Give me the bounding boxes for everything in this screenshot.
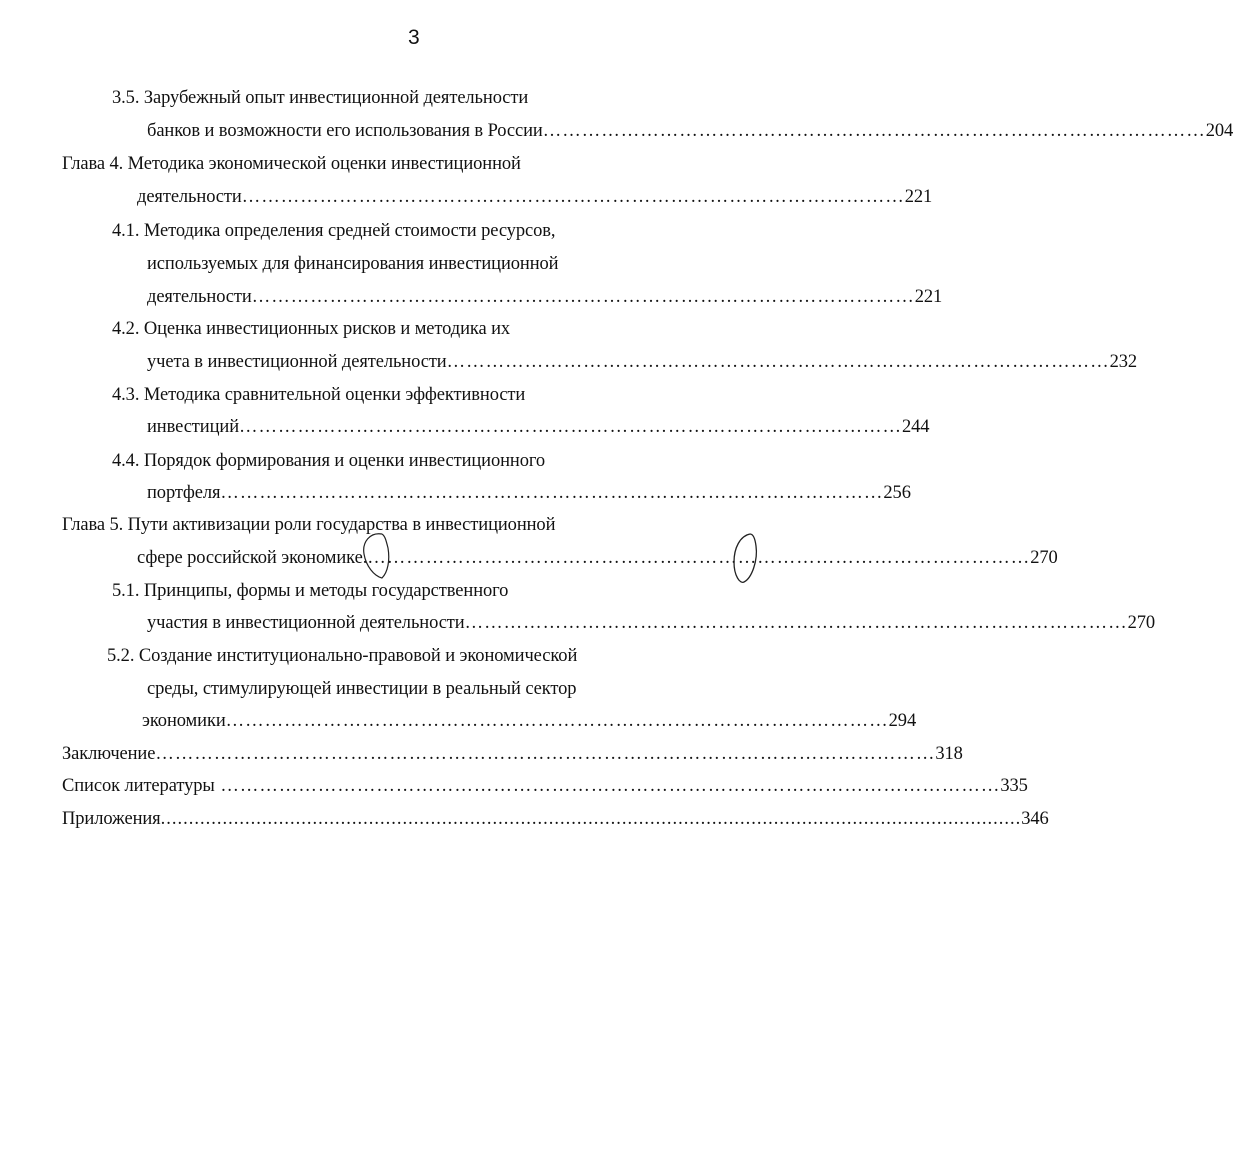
leader-dots: ………………………………………………………………………………………… (542, 121, 1206, 141)
toc-chapter-5-line-1: Глава 5. Пути активизации роли государства в инвестиционной (62, 515, 556, 535)
toc-entry-4-2[interactable] (147, 351, 1138, 373)
toc-entry-text: Список литературы (62, 776, 215, 796)
toc-page-number: 221 (914, 287, 943, 307)
toc-page-number: 232 (1109, 352, 1138, 372)
toc-page-number: 221 (904, 187, 933, 207)
toc-appendices[interactable] (62, 808, 1049, 830)
leader-dots: ………………………………………………………………………………………… (220, 483, 884, 503)
toc-entry-text: учета в инвестиционной деятельности (147, 352, 447, 372)
toc-entry-5-2-line-2: среды, стимулирующей инвестиции в реальный сектор (147, 679, 577, 699)
toc-page-number: 256 (883, 483, 911, 503)
leader-dots: ………………………………………………………………………………………… (225, 711, 889, 731)
toc-entry-5-1-line-1: 5.1. Принципы, формы и методы государственного (112, 581, 509, 601)
toc-entry-5-2-line-1: 5.2. Создание институционально-правовой и экономической (107, 646, 578, 666)
toc-entry-text: банков и возможности его использования в России (147, 121, 543, 141)
toc-entry-text: сфере российской экономике. (137, 548, 368, 568)
leader-dots: ………………………………………………………………………………………… (239, 417, 902, 437)
toc-entry-text: деятельности (137, 187, 242, 207)
toc-entry-4-1-line-1: 4.1. Методика определения средней стоимости ресурсов, (112, 221, 556, 241)
toc-entry-4-4-line-1: 4.4. Порядок формирования и оценки инвестиционного (112, 451, 546, 471)
toc-page-number: 294 (888, 711, 917, 731)
toc-page-number: 335 (1000, 776, 1028, 796)
toc-page-number: 270 (1127, 613, 1156, 633)
leader-dots: ………………………………………………………………………………………… (446, 352, 1110, 372)
toc-entry-5-2[interactable] (142, 710, 917, 732)
toc-entry-text: деятельности (147, 287, 252, 307)
toc-entry-4-1-line-2: используемых для финансирования инвестиционной (147, 254, 559, 274)
toc-chapter-5[interactable] (137, 547, 1058, 569)
toc-entry-text: участия в инвестиционной деятельности (147, 613, 465, 633)
leader-dots: ………………………………………………………………………………………… (241, 187, 905, 207)
toc-bibliography[interactable] (62, 775, 1028, 797)
leader-dots: ………………………………………………………………………………………… (251, 287, 915, 307)
toc-entry-text: Приложения (62, 809, 161, 829)
leader-dots: ......................................................................................................................................................... (160, 809, 1022, 829)
leader-dots: ………………………………………………………………………………………………………… (155, 744, 936, 764)
toc-entry-4-4[interactable] (147, 482, 911, 504)
toc-page-number: 244 (902, 417, 930, 437)
toc-page-number: 204 (1205, 121, 1233, 141)
toc-entry-4-2-line-1: 4.2. Оценка инвестиционных рисков и методика их (112, 319, 511, 339)
toc-entry-3-5-line-1: 3.5. Зарубежный опыт инвестиционной деятельности (112, 88, 529, 108)
toc-chapter-4-line-1: Глава 4. Методика экономической оценки инвестиционной (62, 154, 521, 174)
toc-page-number: 318 (935, 744, 963, 764)
page-number: 3 (408, 26, 420, 49)
leader-dots: ………………………………………………………………………………………… (367, 548, 1031, 568)
toc-conclusion[interactable] (62, 743, 963, 765)
toc-entry-4-3[interactable] (147, 416, 930, 438)
toc-entry-4-1[interactable] (147, 286, 943, 308)
toc-entry-text: Заключение (62, 744, 156, 764)
toc-entry-3-5[interactable] (147, 120, 1233, 142)
toc-chapter-4[interactable] (137, 186, 933, 208)
leader-dots: ………………………………………………………………………………………………………… (214, 776, 1001, 796)
toc-entry-text: инвестиций (147, 417, 239, 437)
toc-entry-text: портфеля (147, 483, 221, 503)
toc-page-number: 270 (1030, 548, 1058, 568)
toc-page-number: 346 (1021, 809, 1049, 829)
leader-dots: ………………………………………………………………………………………… (464, 613, 1128, 633)
toc-entry-text: экономики (142, 711, 226, 731)
toc-entry-4-3-line-1: 4.3. Методика сравнительной оценки эффективности (112, 385, 526, 405)
toc-entry-5-1[interactable] (147, 612, 1156, 634)
